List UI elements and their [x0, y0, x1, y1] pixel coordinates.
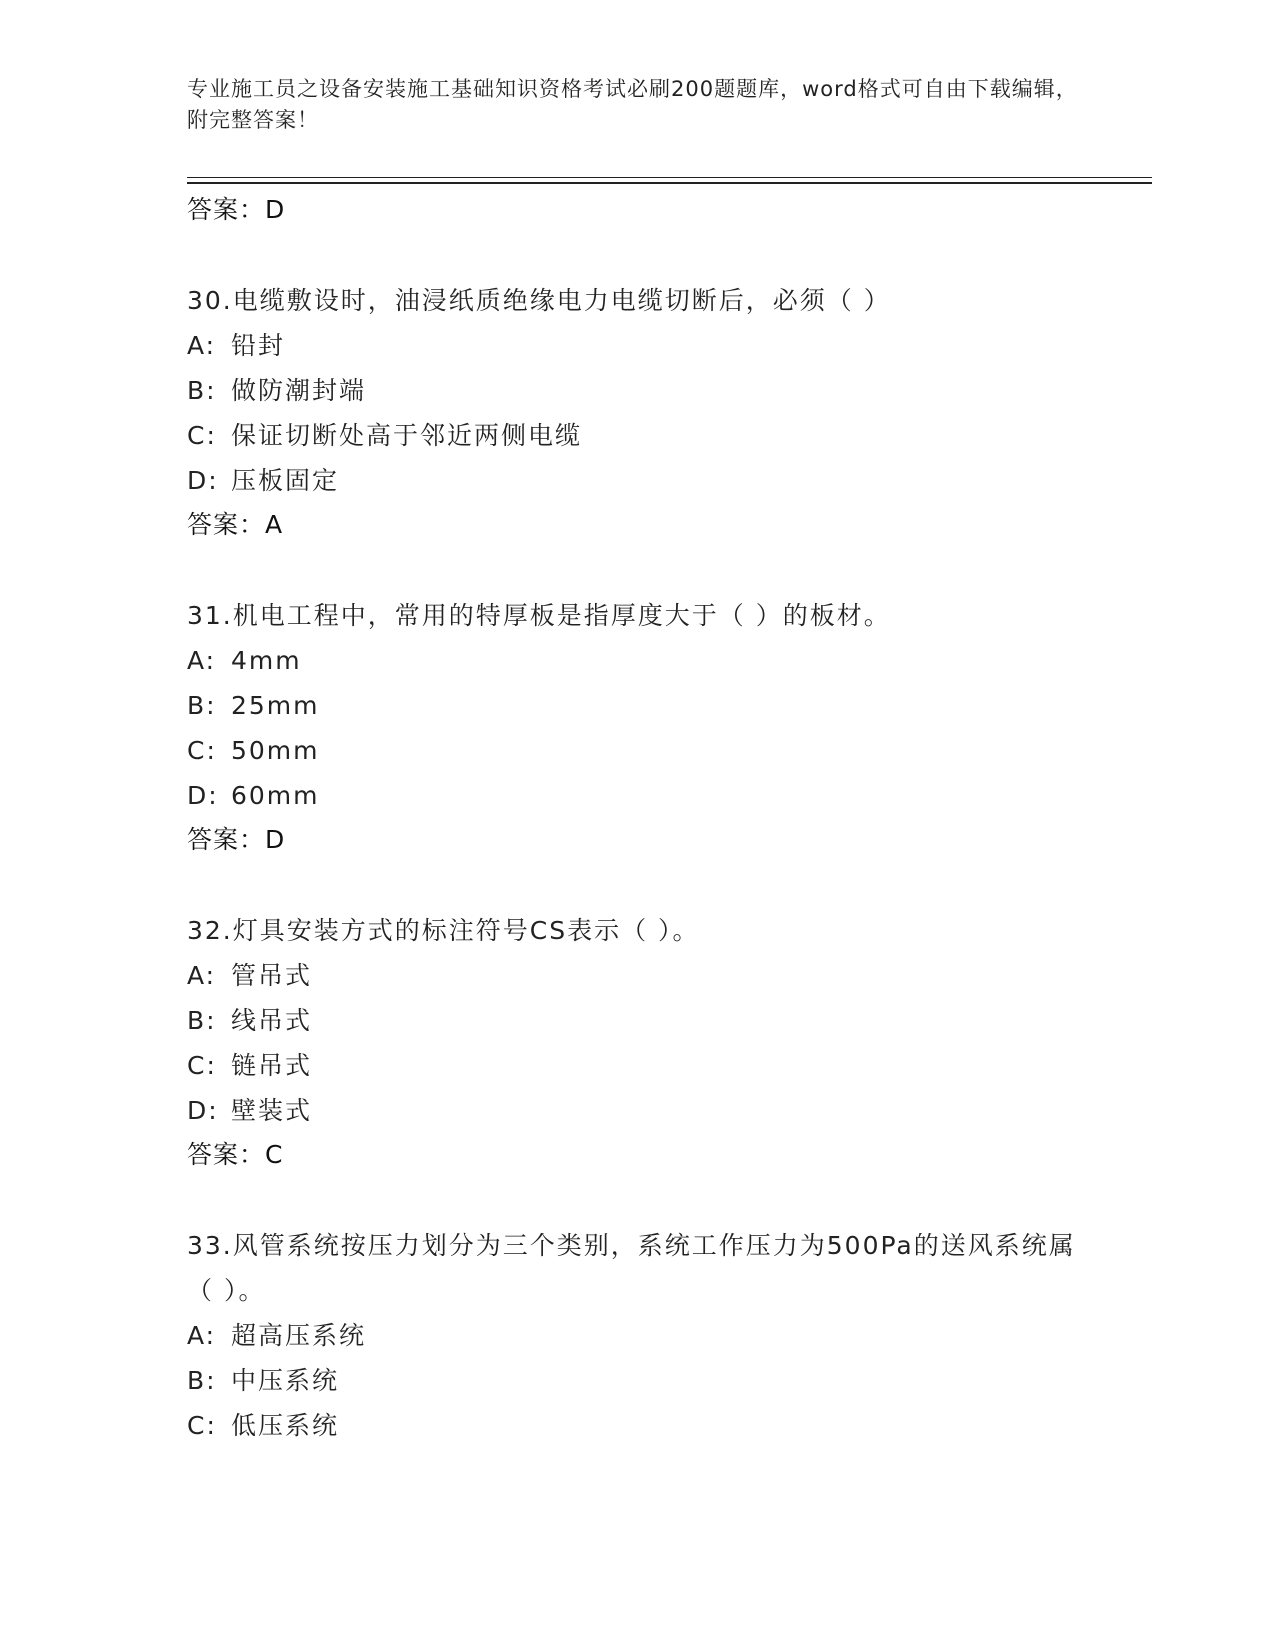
- option-item: [187, 458, 1087, 503]
- option-text: 60mm: [231, 781, 320, 810]
- option-text: 中压系统: [231, 1366, 340, 1395]
- question-stem: 30.电缆敷设时，油浸纸质绝缘电力电缆切断后，必须（ ）: [187, 286, 891, 315]
- option-letter: C:: [187, 421, 217, 450]
- option-letter: B:: [187, 1006, 217, 1035]
- option-text: 链吊式: [231, 1051, 313, 1080]
- option-letter: C:: [187, 1411, 217, 1440]
- option-text: 管吊式: [231, 961, 313, 990]
- question-stem: 31.机电工程中，常用的特厚板是指厚度大于（ ）的板材。: [187, 601, 891, 630]
- option-text: 25mm: [231, 691, 320, 720]
- question-block: [187, 278, 1087, 547]
- answer-line: 答案：D: [187, 825, 286, 854]
- previous-answer: 答案：D: [187, 195, 286, 224]
- option-item: [187, 773, 1087, 818]
- option-letter: B:: [187, 1366, 217, 1395]
- option-text: 50mm: [231, 736, 320, 765]
- question-block: [187, 593, 1087, 862]
- option-item: [187, 368, 1087, 413]
- option-text: 线吊式: [231, 1006, 313, 1035]
- option-text: 保证切断处高于邻近两侧电缆: [231, 421, 583, 450]
- option-letter: B:: [187, 376, 217, 405]
- spacer: [187, 1177, 1087, 1223]
- question-stem: 33.风管系统按压力划分为三个类别，系统工作压力为500Pa的送风系统属（ ）。: [187, 1231, 1076, 1305]
- question-stem: 32.灯具安装方式的标注符号CS表示（ ）。: [187, 916, 700, 945]
- option-item: [187, 1313, 1087, 1358]
- option-text: 低压系统: [231, 1411, 340, 1440]
- option-letter: C:: [187, 736, 217, 765]
- option-text: 超高压系统: [231, 1321, 367, 1350]
- option-item: [187, 728, 1087, 773]
- option-letter: D:: [187, 1096, 219, 1125]
- option-letter: A:: [187, 646, 217, 675]
- option-text: 铅封: [231, 331, 286, 360]
- option-letter: A:: [187, 331, 217, 360]
- question-list: [187, 188, 1087, 1448]
- option-letter: A:: [187, 1321, 217, 1350]
- question-block: [187, 1223, 1087, 1448]
- document-header: 专业施工员之设备安装施工基础知识资格考试必刷200题题库，word格式可自由下载编辑，附完整答案！: [187, 77, 1078, 132]
- option-item: [187, 1403, 1087, 1448]
- option-letter: A:: [187, 961, 217, 990]
- option-item: [187, 1358, 1087, 1403]
- spacer: [187, 862, 1087, 908]
- option-item: [187, 683, 1087, 728]
- option-item: [187, 998, 1087, 1043]
- option-item: [187, 323, 1087, 368]
- header-rule-thin: [187, 177, 1152, 178]
- option-text: 做防潮封端: [231, 376, 367, 405]
- option-letter: B:: [187, 691, 217, 720]
- option-text: 壁装式: [231, 1096, 313, 1125]
- option-item: [187, 1088, 1087, 1133]
- option-text: 压板固定: [231, 466, 340, 495]
- answer-line: 答案：C: [187, 1140, 284, 1169]
- header-rule-thick: [187, 182, 1152, 184]
- option-letter: D:: [187, 466, 219, 495]
- option-item: [187, 413, 1087, 458]
- answer-line: 答案：A: [187, 510, 284, 539]
- option-letter: C:: [187, 1051, 217, 1080]
- option-letter: D:: [187, 781, 219, 810]
- question-block: [187, 908, 1087, 1177]
- spacer: [187, 547, 1087, 593]
- spacer: [187, 232, 1087, 278]
- option-item: [187, 1043, 1087, 1088]
- option-text: 4mm: [231, 646, 302, 675]
- option-item: [187, 953, 1087, 998]
- option-item: [187, 638, 1087, 683]
